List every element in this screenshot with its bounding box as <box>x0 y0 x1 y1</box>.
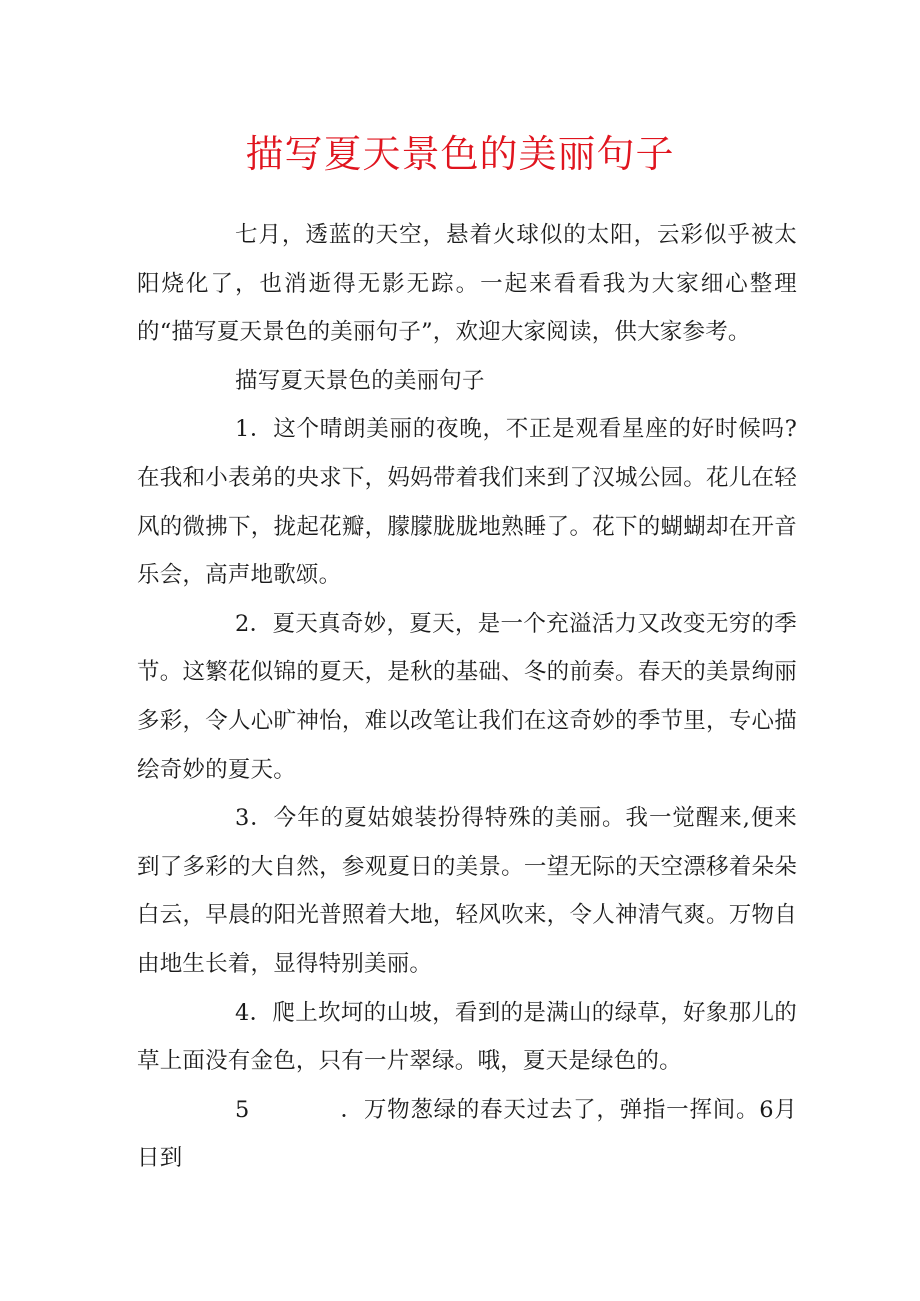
subheading: 描写夏天景色的美丽句子 <box>235 367 485 394</box>
item-number: 5 <box>235 1096 250 1123</box>
item-text: ．夏天真奇妙，夏天，是一个充溢活力又改变无穷的季节。这繁花似锦的夏天，是秋的基础、冬的前奏。春天的美景绚丽多彩，令人心旷神怡，难以改笔让我们在这奇妙的季节里，专心描绘奇妙的夏天。 <box>137 610 797 783</box>
item-text: ．爬上坎坷的山坡，看到的是满山的绿草，好象那儿的草上面没有金色，只有一片翠绿。哦，夏天是绿色的。 <box>137 999 797 1075</box>
intro-paragraph: 七月，透蓝的天空，悬着火球似的太阳，云彩似乎被太阳烧化了，也消逝得无影无踪。一起来看看我为大家细心整理的“描写夏天景色的美丽句子”，欢迎大家阅读，供大家参考。 <box>137 222 797 346</box>
list-item <box>137 794 797 988</box>
list-item <box>137 989 797 1086</box>
document-body <box>137 211 797 1183</box>
item-text: ．今年的夏姑娘装扮得特殊的美丽。我一觉醒来,便来到了多彩的大自然，参观夏日的美景。一望无际的天空漂移着朵朵白云，早晨的阳光普照着大地，轻风吹来，令人神清气爽。万物自由地生长着，显得特别美丽。 <box>137 805 797 977</box>
item-number: 3 <box>235 805 250 832</box>
item-text: ．万物葱绿的春天过去了，弹指一挥间。6月日到 <box>137 1096 797 1172</box>
item-number: 2 <box>235 610 250 637</box>
item-number: 1 <box>235 416 250 443</box>
document-title: 描写夏天景色的美丽句子 <box>245 132 675 176</box>
list-item <box>137 600 797 794</box>
item-text: ．这个晴朗美丽的夜晚，不正是观看星座的好时候吗?在我和小表弟的央求下，妈妈带着我们来到了汉城公园。花儿在轻风的微拂下，拢起花瓣，朦朦胧胧地熟睡了。花下的蝴蝴却在开音乐会，高声地歌颂。 <box>137 416 797 589</box>
list-item <box>137 405 797 599</box>
item-number: 4 <box>235 999 250 1026</box>
list-item <box>137 1086 797 1183</box>
